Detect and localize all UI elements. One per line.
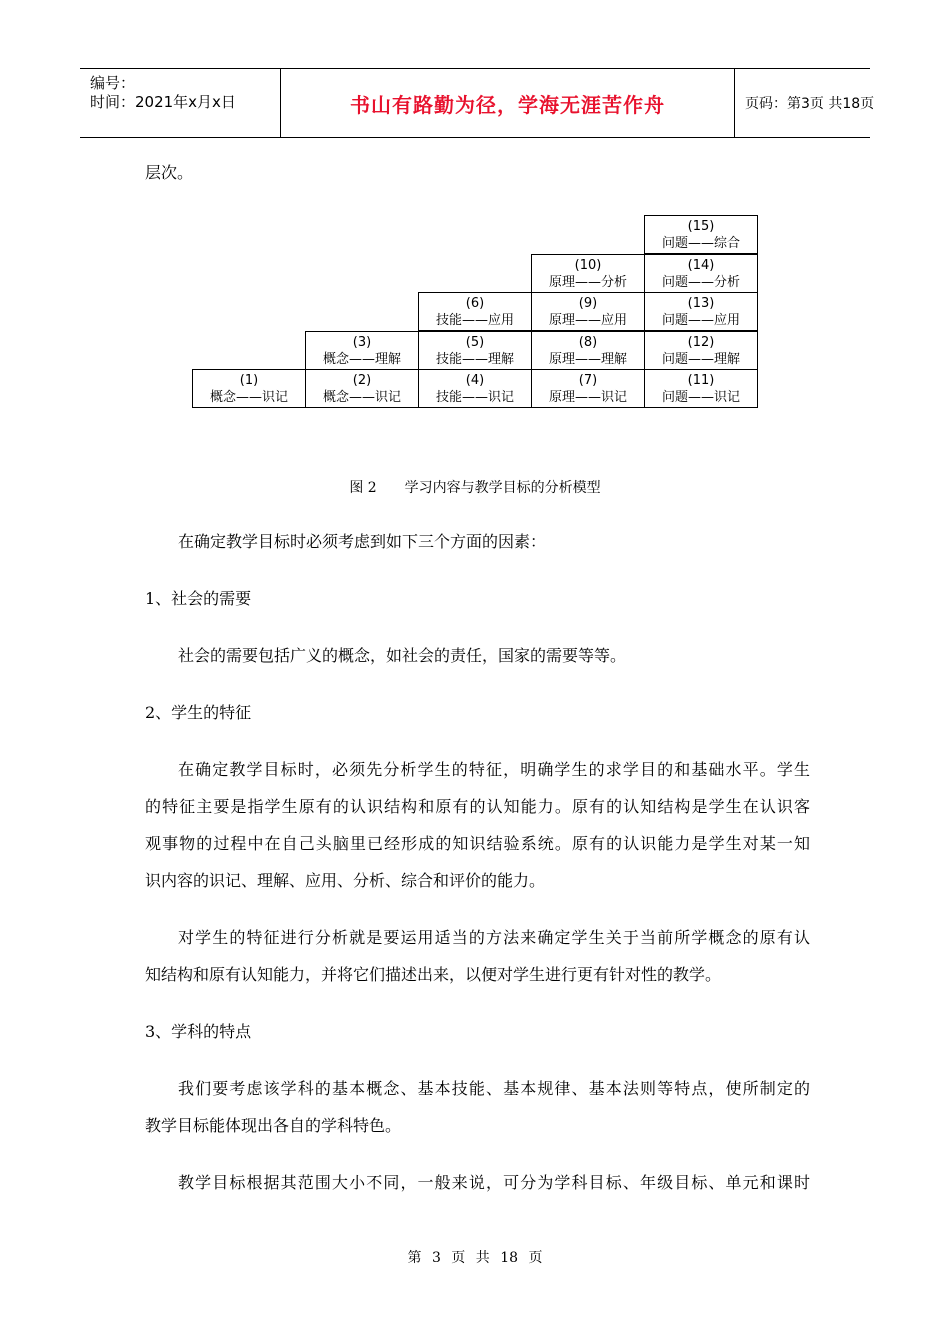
diagram-cell-number: (10)	[574, 257, 602, 273]
diagram-cell-number: (13)	[687, 296, 715, 311]
header-motto-cell	[280, 69, 735, 137]
diagram-cell-number: (3)	[352, 334, 372, 350]
diagram-cell-label: 原理——分析	[548, 274, 627, 290]
diagram-cell	[418, 292, 532, 331]
diagram-cell-label: 问题——分析	[661, 274, 740, 290]
paragraph-line: 教学目标根据其范围大小不同，一般来说，可分为学科目标、年级目标、单元和课时	[178, 1173, 810, 1192]
figure-caption	[0, 477, 950, 497]
diagram-cell	[644, 215, 758, 254]
diagram-cell	[531, 331, 645, 370]
section-heading-2: 2、学生的特征	[145, 703, 252, 722]
diagram-cell-label: 技能——识记	[435, 390, 514, 405]
diagram-cell-label: 问题——识记	[661, 390, 740, 405]
paragraph: 社会的需要包括广义的概念，如社会的责任，国家的需要等等。	[178, 646, 627, 665]
figure-title: 学习内容与教学目标的分析模型	[404, 480, 601, 496]
paragraph-line: 对学生的特征进行分析就是要运用适当的方法来确定学生关于当前所学概念的原有认	[178, 928, 810, 947]
header-page-info: 页码：第3页 共18页	[745, 96, 875, 112]
diagram-cell-label: 原理——识记	[548, 390, 627, 405]
diagram-cell-label: 技能——应用	[435, 313, 514, 328]
paragraph-line: 知结构和原有认知能力，并将它们描述出来，以便对学生进行更有针对性的教学。	[145, 965, 722, 984]
paragraph-line: 在确定教学目标时，必须先分析学生的特征，明确学生的求学目的和基础水平。学生	[178, 760, 810, 779]
diagram-cell-number: (5)	[465, 334, 485, 350]
diagram-cell-label: 原理——应用	[548, 313, 627, 328]
diagram-cell-number: (7)	[578, 373, 598, 388]
diagram-cell-label: 问题——应用	[661, 313, 740, 328]
section-heading-3: 3、学科的特点	[145, 1022, 252, 1041]
diagram-cell-number: (1)	[239, 373, 259, 388]
diagram-cell-number: (8)	[578, 334, 598, 350]
diagram-cell-number: (2)	[352, 373, 372, 388]
paragraph-line: 识内容的识记、理解、应用、分析、综合和评价的能力。	[145, 871, 546, 890]
paragraph-line: 的特征主要是指学生原有的认识结构和原有的认知能力。原有的认知结构是学生在认识客	[145, 797, 810, 816]
paragraph-line: 我们要考虑该学科的基本概念、基本技能、基本规律、基本法则等特点，使所制定的	[178, 1079, 810, 1098]
document-number-label: 编号：	[90, 74, 136, 92]
document-time-label: 时间：2021年x月x日	[90, 93, 236, 111]
header-motto: 书山有路勤为径，学海无涯苦作舟	[350, 92, 665, 117]
diagram-cell-label: 问题——综合	[661, 236, 740, 251]
diagram-cell	[531, 369, 645, 408]
intro-text: 层次。	[145, 163, 194, 182]
diagram-cell	[192, 369, 306, 408]
diagram-cell-label: 概念——识记	[209, 390, 288, 405]
diagram-cell	[644, 254, 758, 293]
diagram-cell-label: 概念——理解	[322, 351, 401, 367]
diagram-cell	[644, 292, 758, 331]
header-page-cell	[735, 69, 875, 137]
diagram-cell-number: (9)	[578, 296, 598, 311]
diagram-cell-number: (6)	[465, 296, 485, 311]
diagram-cell-label: 概念——识记	[322, 390, 401, 405]
page-header	[80, 68, 875, 138]
diagram-cell	[531, 254, 645, 293]
page-footer: 第 3 页 共 18 页	[407, 1250, 543, 1266]
diagram-cell-label: 技能——理解	[435, 351, 514, 367]
diagram-cell	[305, 331, 419, 370]
figure-number: 图 2	[349, 480, 377, 496]
section-heading-1: 1、社会的需要	[145, 589, 252, 608]
diagram-cell	[644, 331, 758, 370]
header-meta	[80, 69, 280, 137]
diagram-cell	[418, 331, 532, 370]
paragraph: 在确定教学目标时必须考虑到如下三个方面的因素：	[178, 532, 547, 551]
diagram-cell	[531, 292, 645, 331]
diagram-cell	[418, 369, 532, 408]
diagram-cell-number: (4)	[465, 373, 485, 388]
diagram-cell-label: 原理——理解	[548, 351, 627, 367]
paragraph-line: 观事物的过程中在自己头脑里已经形成的知识结验系统。原有的认识能力是学生对某一知	[145, 834, 810, 853]
diagram-cell-number: (14)	[687, 257, 715, 273]
diagram-cell-number: (12)	[687, 334, 715, 350]
paragraph-line: 教学目标能体现出各自的学科特色。	[145, 1116, 402, 1135]
diagram-cell-label: 问题——理解	[661, 351, 740, 367]
diagram-cell-number: (11)	[687, 373, 715, 388]
diagram-cell	[305, 369, 419, 408]
diagram-cell	[644, 369, 758, 408]
diagram-cell-number: (15)	[687, 219, 715, 234]
